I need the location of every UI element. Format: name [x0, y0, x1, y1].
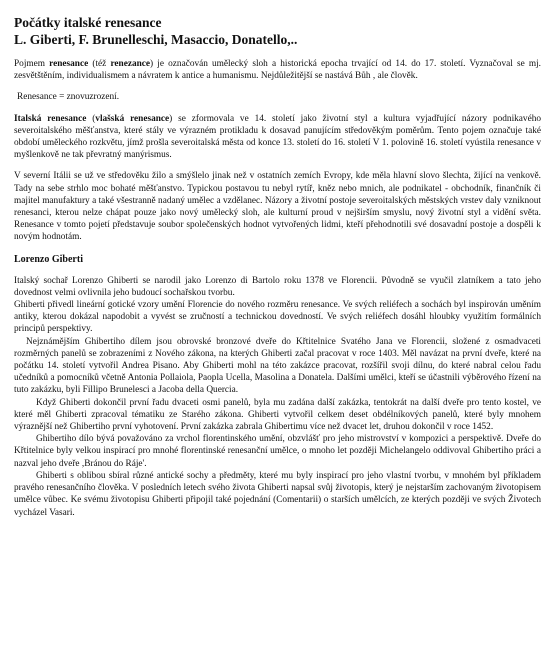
document-title: Počátky italské renesance [14, 15, 162, 30]
text-run: (též [88, 59, 111, 69]
paragraph-giberti-collector: Ghiberti s oblibou sbíral různé antické sochy a předměty, které mu byly inspirací pro jeho vlastní tvorbu, v mnohém byl příkladem pravého renesančního člověka. V posledních letech svého života Ghiberti napsal svůj životopis, který je nejstarším zachovaným životopisem umělce vůbec. Ke svému životopisu Ghiberti připojil také pojednání (Comentarii) o starších umělcích, ze kterých později ve svých Životech vycházel Vasari. [14, 470, 541, 518]
paragraph-renesance-definition [14, 58, 541, 82]
term-vlasska-renesance: vlašská renesance [95, 113, 170, 124]
paragraph-giberti-legacy: Ghibertiho dílo bývá považováno za vrchol florentinského umění, obzvlášť pro jeho mistrovství v kompozici a perspektivě. Dveře do Křtitelnice byly velkou inspirací pro mnohé florentinské renesanční umělce, o mnoho let později Michelangelo oddivoval Ghibertiho práci a nazval jeho dveře ,Bránou do Ráje'. [14, 434, 541, 469]
paragraph-giberti-doors: Nejznámějším Ghibertiho dílem jsou obrovské bronzové dveře do Křtitelnice Svatého Jana ve Florencii, složené z osmadvaceti rozměrných panelů se zobrazeními z Nového zákona, na kterých Ghiberti začal pracovat v roce 1403. Měl navázat na první dveře, které na počátku 14. století vytvořil Andrea Pisano. Aby Ghiberti mohl na této zakázce pracovat, rozšířil svoji dílnu, do které nabral celou řadu učedníků a pomocníků včetně Antonia Pollaiola, Paopla Ucella, Masolina a Donatela. Dalšími umělci, kteří se účastnili výběrového řízení na tuto zakázku, byli Fillipo Brunelesci a Jacoba della Quercia. [14, 336, 541, 396]
text-run: ) se zformovala ve 14. století jako životní styl a kultura vyjadřující názory podnikavého severoitalského měšťanstva, které stály ve výrazném protikladu k dosavad panujícím středověkým poměrům. Tento pojem označuje také období uměleckého rozkvětu, jímž prošla severoitalská města od konce 13. století do 16. století V 1. polovině 16. století vyústila renesance v myšlenkově ne tak převratný manýrismus. [14, 113, 541, 161]
paragraph-giberti-birth: Italský sochař Lorenzo Ghiberti se narodil jako Lorenzo di Bartolo roku 1378 ve Florencii. Původně se vyučil zlatníkem a tato jeho dovednost velmi ovlivnila jeho budoucí sochařskou tvorbu. [14, 275, 541, 298]
document-subtitle: L. Giberti, F. Brunelleschi, Masaccio, Donatello,.. [14, 32, 298, 47]
section-heading-giberti: Lorenzo Giberti [14, 253, 83, 265]
text-run: Pojmem [14, 59, 50, 69]
paragraph-severni-italie: V severní Itálii se už ve středověku žilo a smýšlelo jinak než v ostatních zemích Evropy, kde měla hlavní slovo šlechta, žijící na venkově. Tady na sebe strhlo moc bohaté měšťanstvo. Typickou postavou tu nebyl rytíř, kněz nebo mnich, ale podnikatel - obchodník, finančník či majitel manufaktury a také všestranně nadaný umělec a vzdělanec. Názory a životní postoje severoitalských městských vrstev daly vzniknout renesanci, kterou nelze chápat pouze jako nový umělecký sloh, ale kulturní proud v nejširším smyslu, nový životní styl a vidění světa. Renesance v tomto pojetí představuje soubor společenských hodnot vytvořených lidmi, kteří přehodnotili své dosavadní postoje a dospěli k novým hodnotám. [14, 171, 541, 243]
term-italska-renesance: Italská renesance [14, 113, 87, 124]
text-run: ( [86, 113, 96, 124]
term-renesance: renesance [49, 59, 89, 69]
term-renezance: renezance [110, 59, 151, 69]
paragraph-italska-renesance [14, 113, 541, 162]
paragraph-giberti-second-commission: Když Ghiberti dokončil první řadu dvaceti osmi panelů, byla mu zadána další zakázka, tentokrát na další dveře pro tento kostel, ve které měl Ghiberti zpracoval tématiku ze Starého zákona. Ghiberti vytvořil celkem deset obdélníkových panelů, které byly mnohem výraznější než Ghibertiho první vyhotovení. První zakázka zabrala Ghibertimu více než dvacet let, druhou dokončil v roce 1452. [14, 397, 541, 433]
paragraph-giberti-style: Ghiberti přivedl lineární gotické vzory umění Florencie do nového rozměru renesance. Ve svých reliéfech a sochách byl inspirován uměním antiky, kterou dokázal napodobit a vyvést se zručností a technickou dovedností. Ve svých reliéfech dosáhl hloubky využitím formálních principů perspektivy. [14, 300, 541, 335]
text-run: ) je označován umělecký sloh a historická epocha trvající od 14. do 17. století. Vyznačoval se mj. zesvětštěním, individualismem a návratem k antice a humanismu. Nejdůležitější se nastává Bůh , ale člověk. [14, 59, 541, 82]
paragraph-renesance-meaning: Renesance = znovuzrození. [17, 92, 120, 103]
